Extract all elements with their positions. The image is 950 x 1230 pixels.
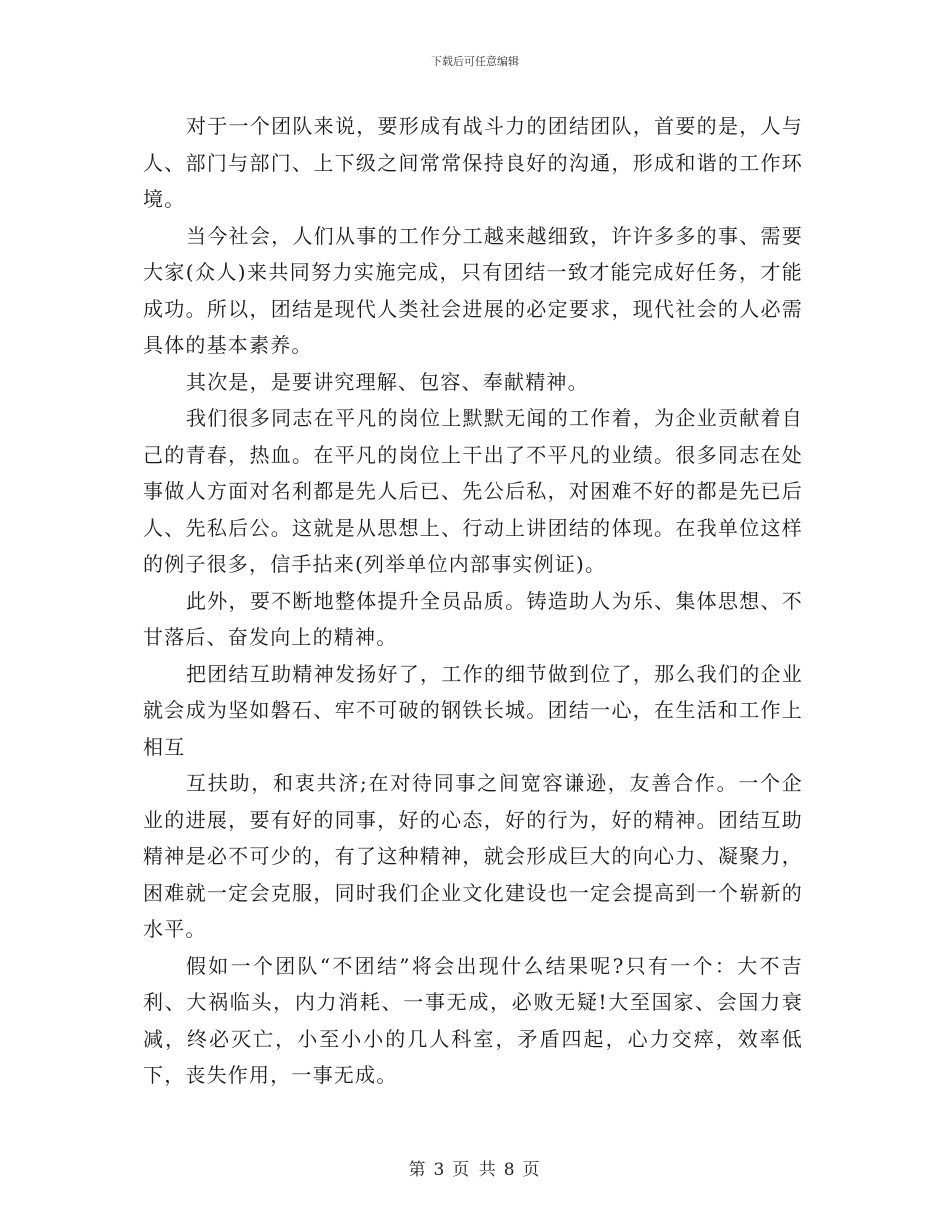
paragraph: 互扶助，和衷共济;在对待同事之间宽容谦逊，友善合作。一个企业的进展，要有好的同事，好的心态，好的行为，好的精神。团结互助精神是必不可少的，有了这种精神，就会形成巨大的向心力、凝聚力，困难就一定会克服，同时我们企业文化建设也一定会提高到一个崭新的水平。 xyxy=(143,771,803,941)
page-number: 3 xyxy=(433,1160,447,1180)
paragraph: 把团结互助精神发扬好了，工作的细节做到位了，那么我们的企业就会成为坚如磐石、牢不可破的钢铁长城。团结一心，在生活和工作上相互 xyxy=(143,661,803,759)
footer-middle: 页 共 xyxy=(452,1160,498,1180)
paragraph: 对于一个团队来说，要形成有战斗力的团结团队，首要的是，人与人、部门与部门、上下级之间常常保持良好的沟通，形成和谐的工作环境。 xyxy=(143,114,803,211)
paragraph: 此外，要不断地整体提升全员品质。铸造助人为乐、集体思想、不甘落后、奋发向上的精神。 xyxy=(143,588,803,649)
total-pages: 8 xyxy=(503,1160,517,1180)
paragraph: 当今社会，人们从事的工作分工越来越细致，许许多多的事、需要大家(众人)来共同努力实施完成，只有团结一致才能完成好任务，才能成功。所以，团结是现代人类社会进展的必定要求，现代社会的人必需具体的基本素养。 xyxy=(143,223,803,357)
page-footer xyxy=(0,1155,950,1180)
footer-prefix: 第 xyxy=(408,1160,428,1180)
paragraph: 假如一个团队“不团结”将会出现什么结果呢?只有一个：大不吉利、大祸临头，内力消耗、一事无成，必败无疑!大至国家、会国力衰减，终必灭亡，小至小小的几人科室，矛盾四起，心力交瘁，效率低下，丧失作用，一事无成。 xyxy=(143,953,803,1087)
paragraph: 其次是，是要讲究理解、包容、奉献精神。 xyxy=(186,369,589,394)
page-header: 下载后可任意编辑 xyxy=(431,55,519,68)
paragraph: 我们很多同志在平凡的岗位上默默无闻的工作着，为企业贡献着自己的青春，热血。在平凡的岗位上干出了不平凡的业绩。很多同志在处事做人方面对名利都是先人后已、先公后私，对困难不好的都是先已后人、先私后公。这就是从思想上、行动上讲团结的体现。在我单位这样的例子很多，信手拈来(列举单位内部事实例证)。 xyxy=(143,406,803,576)
document-body xyxy=(143,108,803,1094)
footer-suffix: 页 xyxy=(522,1160,542,1180)
